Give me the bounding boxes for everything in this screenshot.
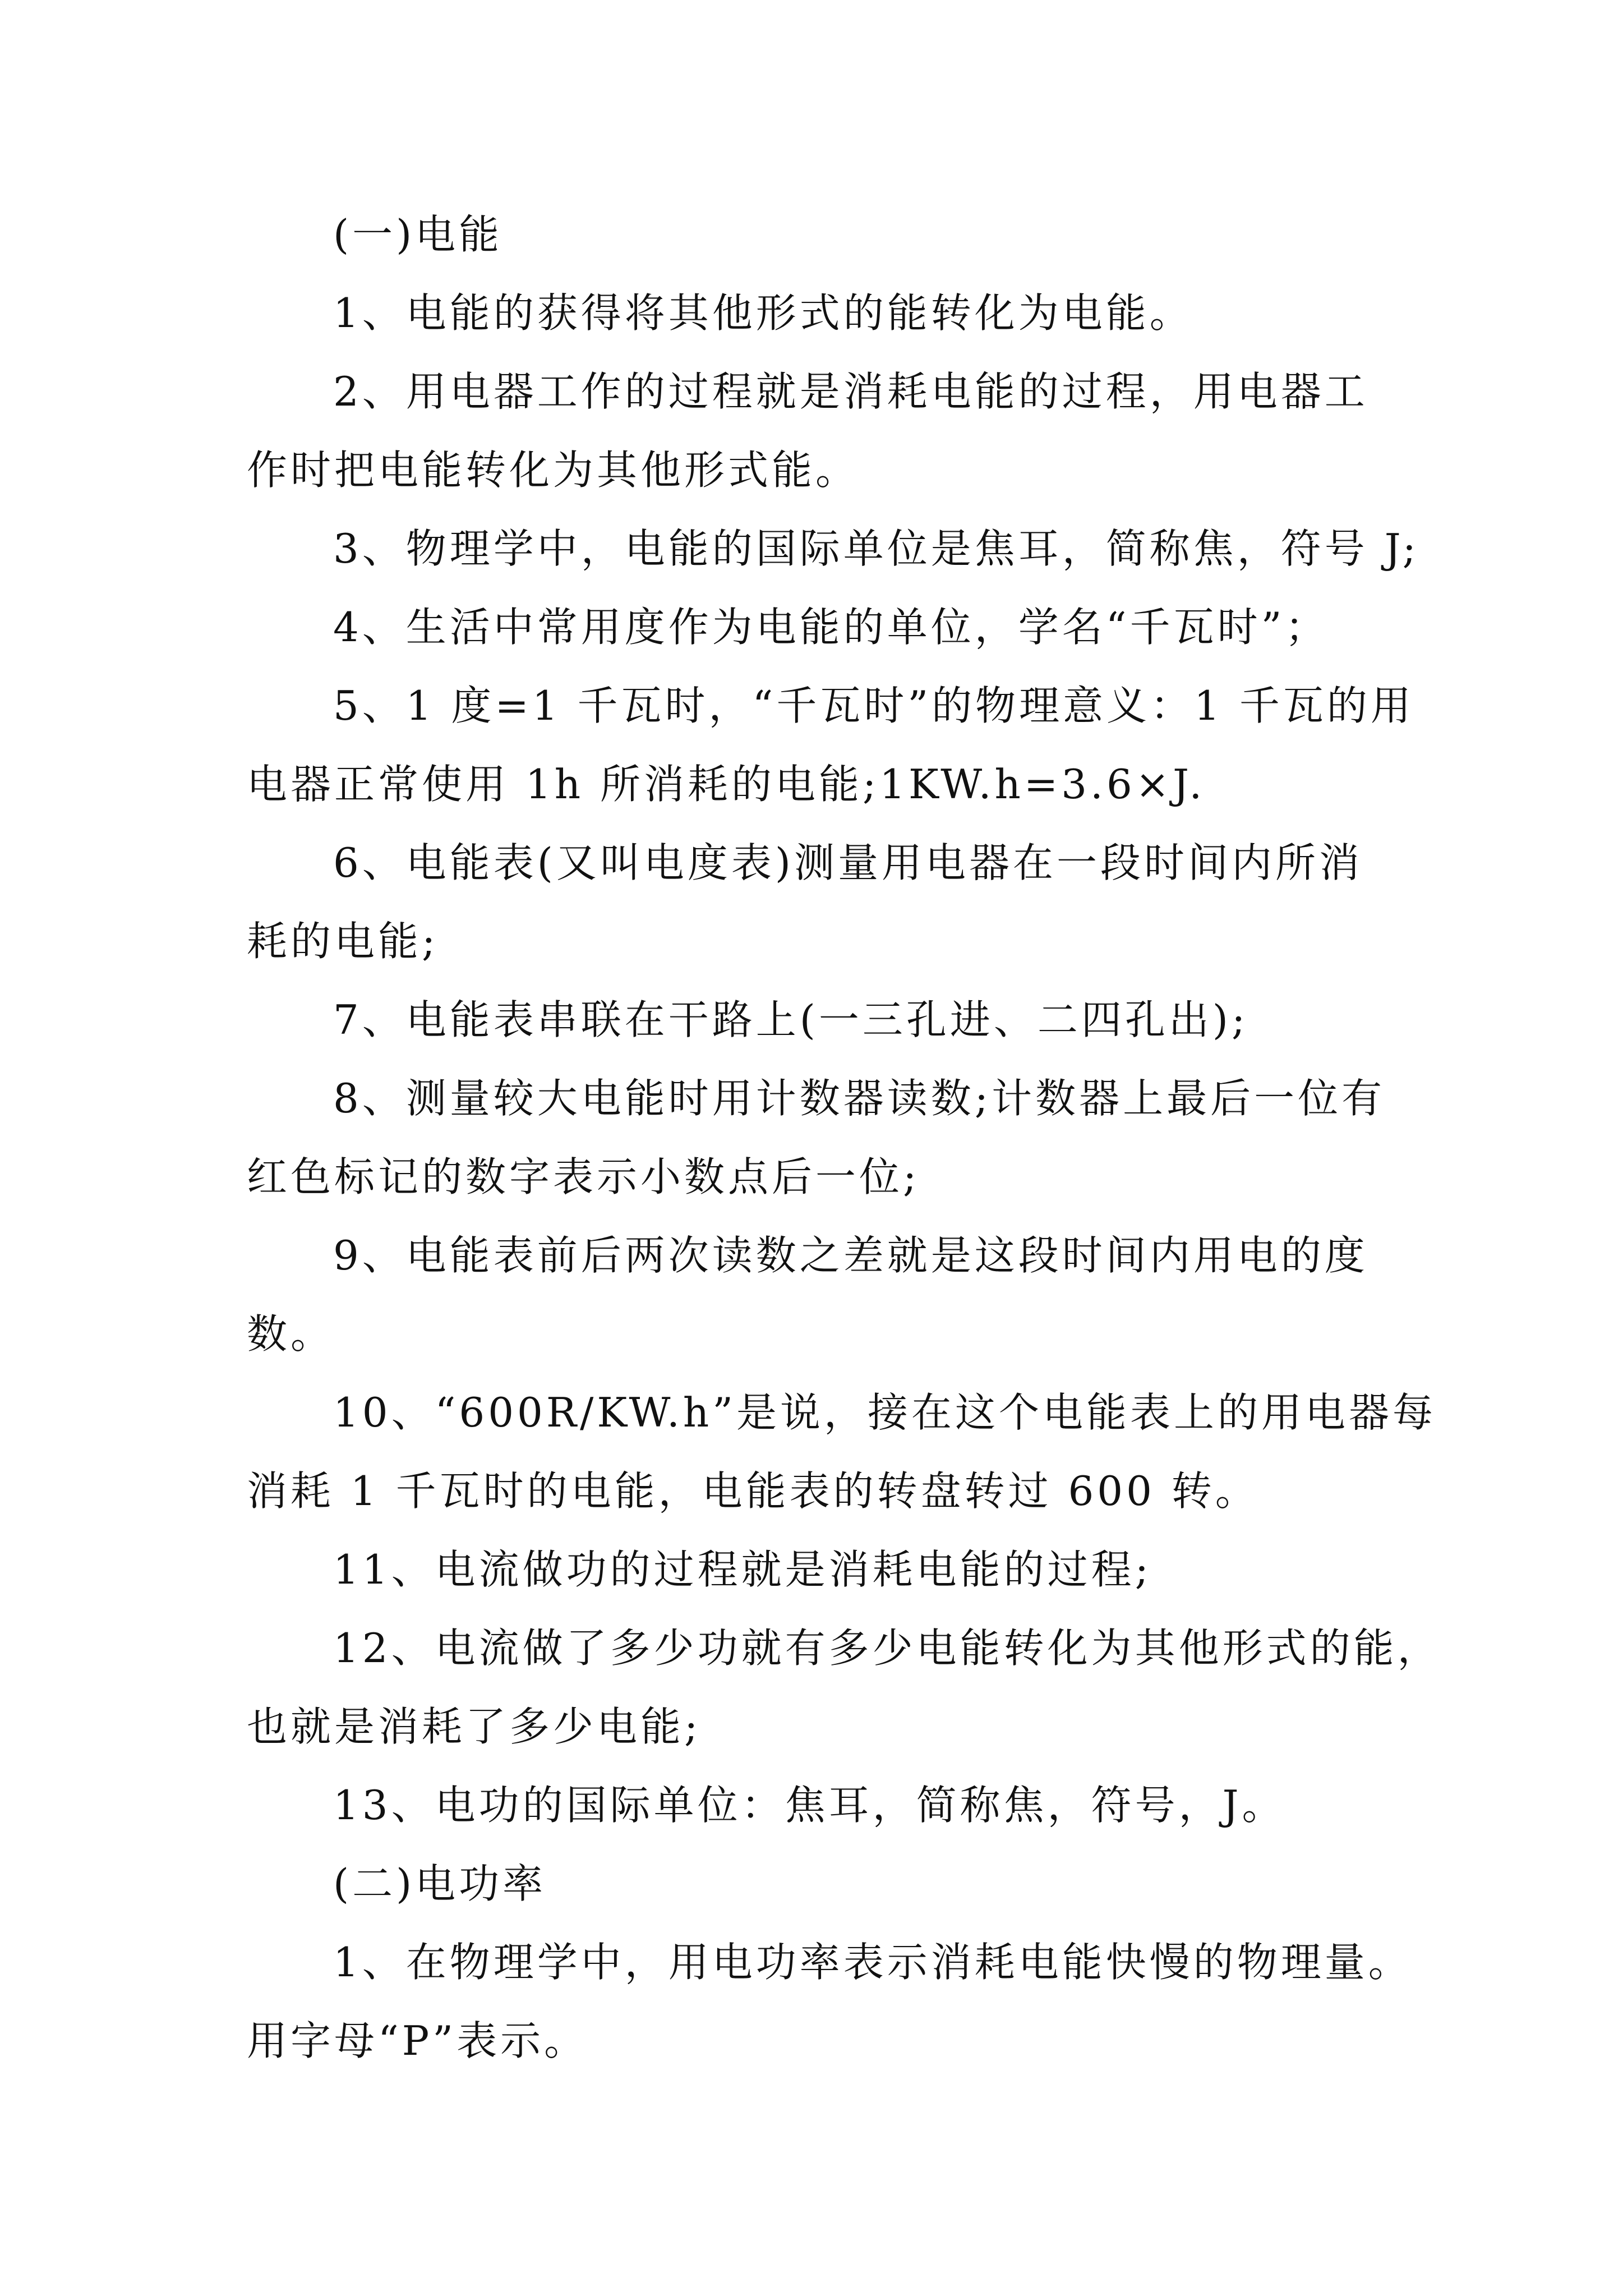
paragraph-line: 耗的电能; bbox=[247, 918, 439, 965]
paragraph-line: 消耗 1 千瓦时的电能，电能表的转盘转过 600 转。 bbox=[247, 1467, 1259, 1515]
paragraph-line: 也就是消耗了多少电能; bbox=[247, 1703, 702, 1750]
paragraph-line: 5、1 度=1 千瓦时，“千瓦时”的物理意义：1 千瓦的用 bbox=[333, 682, 1414, 729]
paragraph-line: 13、电功的国际单位：焦耳，简称焦，符号，J。 bbox=[333, 1782, 1286, 1829]
paragraph-line: 3、物理学中，电能的国际单位是焦耳，简称焦，符号 J; bbox=[333, 525, 1419, 572]
document-page bbox=[247, 195, 1441, 2080]
paragraph-line: 11、电流做功的过程就是消耗电能的过程; bbox=[333, 1546, 1152, 1593]
paragraph-line: 用字母“P”表示。 bbox=[247, 2017, 588, 2064]
paragraph-line: 7、电能表串联在干路上(一三孔进、二四孔出); bbox=[333, 996, 1249, 1043]
paragraph-line: 电器正常使用 1h 所消耗的电能;1KW.h=3.6×J. bbox=[247, 761, 1206, 808]
paragraph-line: 8、测量较大电能时用计数器读数;计数器上最后一位有 bbox=[333, 1075, 1386, 1122]
paragraph-line: 9、电能表前后两次读数之差就是这段时间内用电的度 bbox=[333, 1232, 1368, 1279]
paragraph-line: 2、用电器工作的过程就是消耗电能的过程，用电器工 bbox=[333, 368, 1368, 415]
paragraph-line: 10、“600R/KW.h”是说，接在这个电能表上的用电器每 bbox=[333, 1389, 1437, 1436]
paragraph-line: 12、电流做了多少功就有多少电能转化为其他形式的能， bbox=[333, 1625, 1441, 1672]
paragraph-line: 红色标记的数字表示小数点后一位; bbox=[247, 1153, 920, 1200]
paragraph-line: 作时把电能转化为其他形式能。 bbox=[247, 447, 860, 494]
paragraph-line: 数。 bbox=[247, 1310, 335, 1358]
paragraph-line: 1、在物理学中，用电功率表示消耗电能快慢的物理量。 bbox=[333, 1939, 1412, 1986]
section-heading-electric-energy: (一)电能 bbox=[333, 211, 503, 258]
paragraph-line: 1、电能的获得将其他形式的能转化为电能。 bbox=[333, 289, 1193, 337]
paragraph-line: 4、生活中常用度作为电能的单位，学名“千瓦时”； bbox=[333, 604, 1329, 651]
paragraph-line: 6、电能表(又叫电度表)测量用电器在一段时间内所消 bbox=[333, 839, 1363, 886]
section-heading-electric-power: (二)电功率 bbox=[333, 1860, 547, 1907]
